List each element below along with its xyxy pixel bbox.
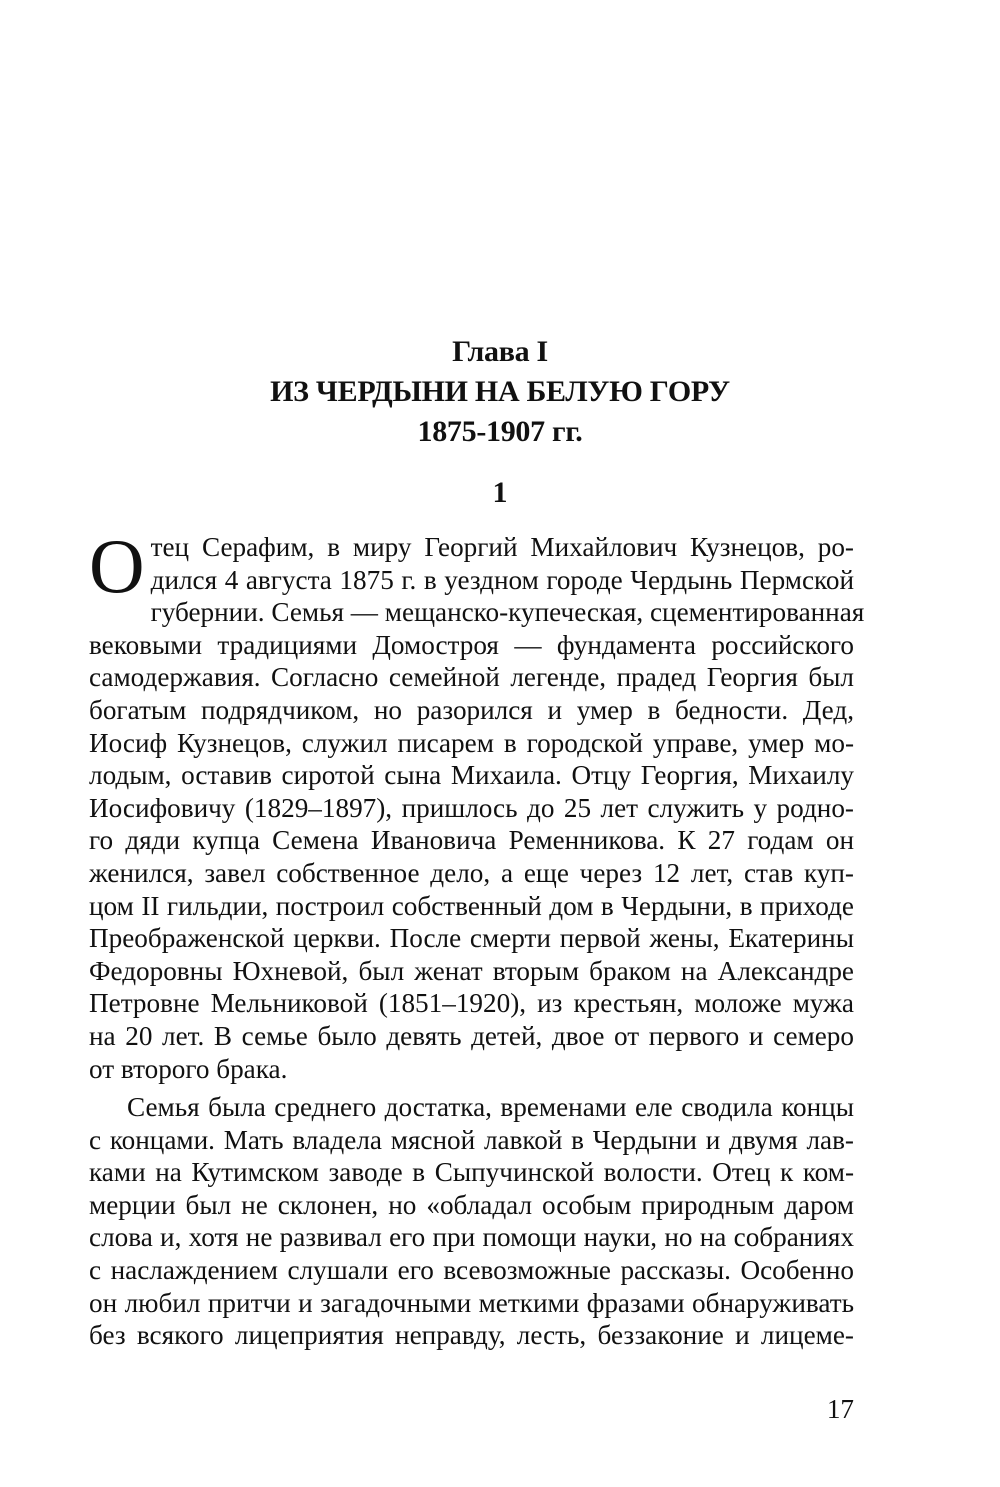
text-line: цом II гильдии, построил собственный дом в Чердыни, в приходе — [89, 890, 854, 921]
text-line: с концами. Мать владела мясной лавкой в Чердыни и двумя лав- — [89, 1124, 854, 1155]
text-line: дился 4 августа 1875 г. в уездном городе Чердынь Пермской — [150, 564, 854, 595]
chapter-label: Глава I — [452, 335, 548, 368]
text-line: самодержавия. Согласно семейной легенде, прадед Георгия был — [89, 662, 854, 693]
text-line: на 20 лет. В семье было девять детей, двое от первого и семеро — [89, 1020, 854, 1051]
text-line: тец Серафим, в миру Георгий Михайлович Кузнецов, ро- — [150, 532, 854, 562]
text-line: Петровне Мельниковой (1851–1920), из крестьян, моложе мужа — [89, 988, 854, 1019]
chapter-years: 1875-1907 гг. — [417, 415, 583, 448]
drop-cap: О — [89, 523, 145, 609]
text-line: слова и, хотя не развивал его при помощи науки, но на собраниях — [89, 1222, 854, 1253]
text-line: богатым подрядчиком, но разорился и умер в бедности. Дед, — [89, 694, 854, 725]
text-line: губернии. Семья — мещанско-купеческая, сцементированная — [150, 597, 865, 628]
text-line: без всякого лицеприятия неправду, лесть, беззаконие и лицеме- — [89, 1320, 854, 1351]
text-line: от второго брака. — [89, 1053, 288, 1084]
text-line: Семья была среднего достатка, временами еле сводила концы — [127, 1092, 854, 1123]
paragraph-1 — [89, 523, 865, 1085]
text-line: он любил притчи и загадочными меткими фразами обнаруживать — [89, 1287, 854, 1318]
text-line: Иосиф Кузнецов, служил писарем в городской управе, умер мо- — [89, 727, 854, 758]
text-line: мерции был не склонен, но «обладал особым природным даром — [89, 1189, 854, 1220]
chapter-title: ИЗ ЧЕРДЫНИ НА БЕЛУЮ ГОРУ — [270, 375, 730, 408]
text-line: лодым, оставив сиротой сына Михаила. Отцу Георгия, Михаилу — [89, 760, 854, 791]
text-line: женился, завел собственное дело, а еще через 12 лет, став куп- — [89, 857, 854, 888]
text-line: ками на Кутимском заводе в Сыпучинской волости. Отец к ком- — [89, 1157, 854, 1188]
body-text — [89, 523, 865, 1352]
text-line: го дяди купца Семена Ивановича Ременникова. К 27 годам он — [89, 825, 854, 856]
text-line: с наслаждением слушали его всевозможные рассказы. Особенно — [89, 1255, 854, 1286]
paragraph-2 — [89, 1091, 854, 1352]
text-line: Преображенской церкви. После смерти первой жены, Екатерины — [89, 923, 854, 954]
text-line: Федоровны Юхневой, был женат вторым браком на Александре — [89, 955, 854, 986]
section-number: 1 — [492, 476, 508, 509]
text-line: вековыми традициями Домостроя — фундамента российского — [89, 629, 854, 660]
page-number: 17 — [826, 1394, 854, 1424]
text-line: Иосифовичу (1829–1897), пришлось до 25 лет служить у родно- — [89, 792, 854, 823]
